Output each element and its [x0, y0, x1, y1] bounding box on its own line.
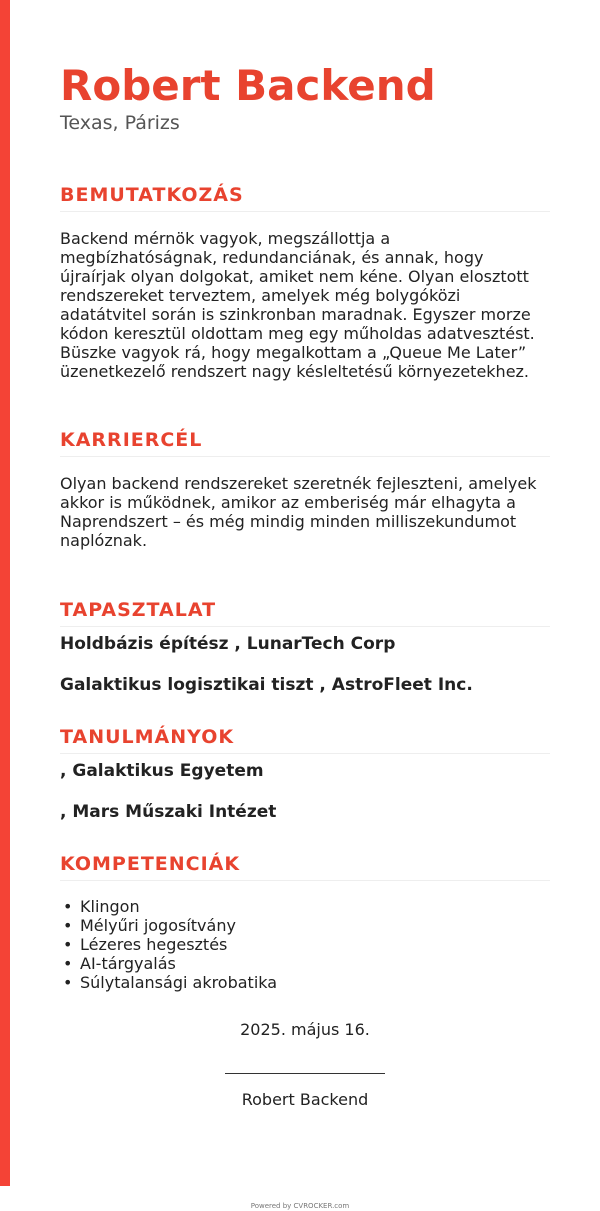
education-entry: , Mars Műszaki Intézet — [60, 802, 277, 822]
bullet-icon: • — [63, 897, 73, 916]
skill-item — [60, 935, 550, 954]
accent-bar — [0, 0, 10, 1186]
powered-by-footer: Powered by CVROCKER.com — [250, 1202, 350, 1210]
candidate-location: Texas, Párizs — [60, 112, 180, 134]
education-entry: , Galaktikus Egyetem — [60, 761, 264, 781]
skill-label: Súlytalansági akrobatika — [80, 973, 278, 992]
section-title-education: TANULMÁNYOK — [60, 725, 550, 754]
signature-name: Robert Backend — [241, 1090, 369, 1109]
signature-line — [225, 1073, 385, 1074]
section-title-intro: BEMUTATKOZÁS — [60, 183, 550, 212]
skill-label: Mélyűri jogosítvány — [80, 916, 236, 935]
bullet-icon: • — [63, 973, 73, 992]
section-skills — [60, 852, 550, 992]
skill-item — [60, 897, 550, 916]
skill-label: Klingon — [80, 897, 140, 916]
signature-date: 2025. május 16. — [240, 1020, 370, 1039]
skill-label: AI-tárgyalás — [80, 954, 176, 973]
section-experience — [60, 598, 550, 627]
experience-entry: Galaktikus logisztikai tiszt , AstroFleet Inc. — [60, 675, 473, 695]
candidate-name: Robert Backend — [60, 61, 436, 110]
skill-item — [60, 954, 550, 973]
experience-entry: Holdbázis építész , LunarTech Corp — [60, 634, 396, 654]
section-title-skills: KOMPETENCIÁK — [60, 852, 550, 881]
section-title-career: KARRIERCÉL — [60, 428, 550, 457]
skills-list — [60, 897, 550, 992]
career-text: Olyan backend rendszereket szeretnék fejleszteni, amelyek akkor is működnek, amikor az emberiség már elhagyta a Naprendszert – és még mindig minden milliszekundumot naplóznak. — [60, 474, 537, 550]
skill-label: Lézeres hegesztés — [80, 935, 228, 954]
bullet-icon: • — [63, 916, 73, 935]
intro-text: Backend mérnök vagyok, megszállottja a megbízhatóságnak, redundanciának, és annak, hogy újraírjak olyan dolgokat, amiket nem kéne. Olyan elosztott rendszereket terveztem, amelyek még bolygóközi adatátvitel során is szinkronban maradnak. Egyszer morze kódon keresztül oldottam meg egy műholdas adatvesztést. Büszke vagyok rá, hogy megalkottam a „Queue Me Later” üzenetkezelő rendszert nagy késleltetésű környezetekhez. — [60, 229, 535, 381]
section-career — [60, 428, 550, 550]
bullet-icon: • — [63, 954, 73, 973]
section-intro — [60, 183, 550, 381]
skill-item — [60, 916, 550, 935]
skill-item — [60, 973, 550, 992]
section-title-experience: TAPASZTALAT — [60, 598, 550, 627]
section-education — [60, 725, 550, 754]
bullet-icon: • — [63, 935, 73, 954]
